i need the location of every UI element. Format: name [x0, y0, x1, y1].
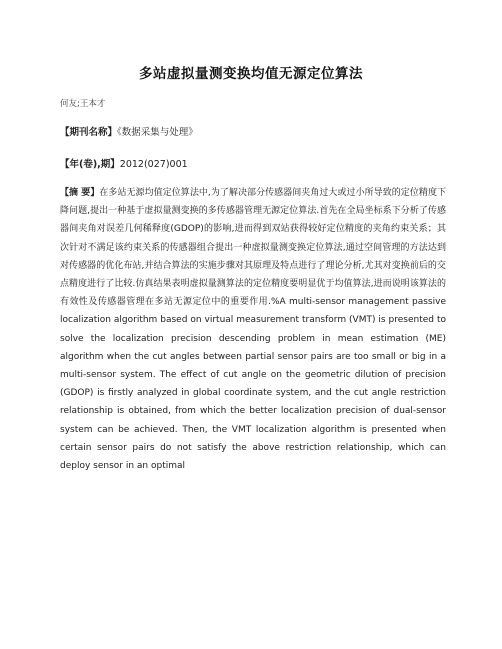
journal-line	[60, 124, 198, 138]
journal-name: 《数据采集与处理》	[117, 127, 198, 138]
journal-label: 【期刊名称】	[60, 127, 118, 138]
paper-authors: 何友;王本才	[60, 99, 106, 109]
year-volume-issue-line	[60, 156, 188, 170]
abstract-text-english: %A multi-sensor management passive localization algorithm based on virtual measurement transform (VMT) is presented to solve the localization precision descending problem in mean estimation (ME) algorithm when the cut angles between partial sensor pairs are too small or big in a multi-sensor system. The effect of cut angle on the geometric dilution of precision (GDOP) is firstly analyzed in global coordinate system, and the cut angle restriction relationship is obtained, from which the better localization precision of dual-sensor system can be achieved. Then, the VMT localization algorithm is presented when certain sensor pairs do not satisfy the above restriction relationship, which can deploy sensor in an optimal	[60, 297, 446, 472]
year-value: 2012(027)001	[119, 159, 188, 170]
abstract-label: 【摘 要】	[60, 188, 100, 198]
abstract-block	[60, 184, 446, 475]
paper-title: 多站虚拟量测变换均值无源定位算法	[139, 66, 363, 82]
year-label: 【年(卷),期】	[60, 159, 120, 170]
abstract-text-chinese: 在多站无源均值定位算法中,为了解决部分传感器间夹角过大或过小所导致的定位精度下降问题,提出一种基于虚拟量测变换的多传感器管理无源定位算法.首先在全局坐标系下分析了传感器间夹角对误差几何稀释度(GDOP)的影响,进而得到双站获得较好定位精度的夹角约束关系；其次针对不满足该约束关系的传感器组合提出一种虚拟量测变换定位算法,通过空间管理的方法达到对传感器的优化布站,并结合算法的实施步骤对其原理及特点进行了理论分析,尤其对变换前后的交点精度进行了比较.仿真结果表明虚拟量测算法的定位精度要明显优于均值算法,进而说明该算法的有效性及传感器管理在多站无源定位中的重要作用.	[60, 188, 446, 308]
